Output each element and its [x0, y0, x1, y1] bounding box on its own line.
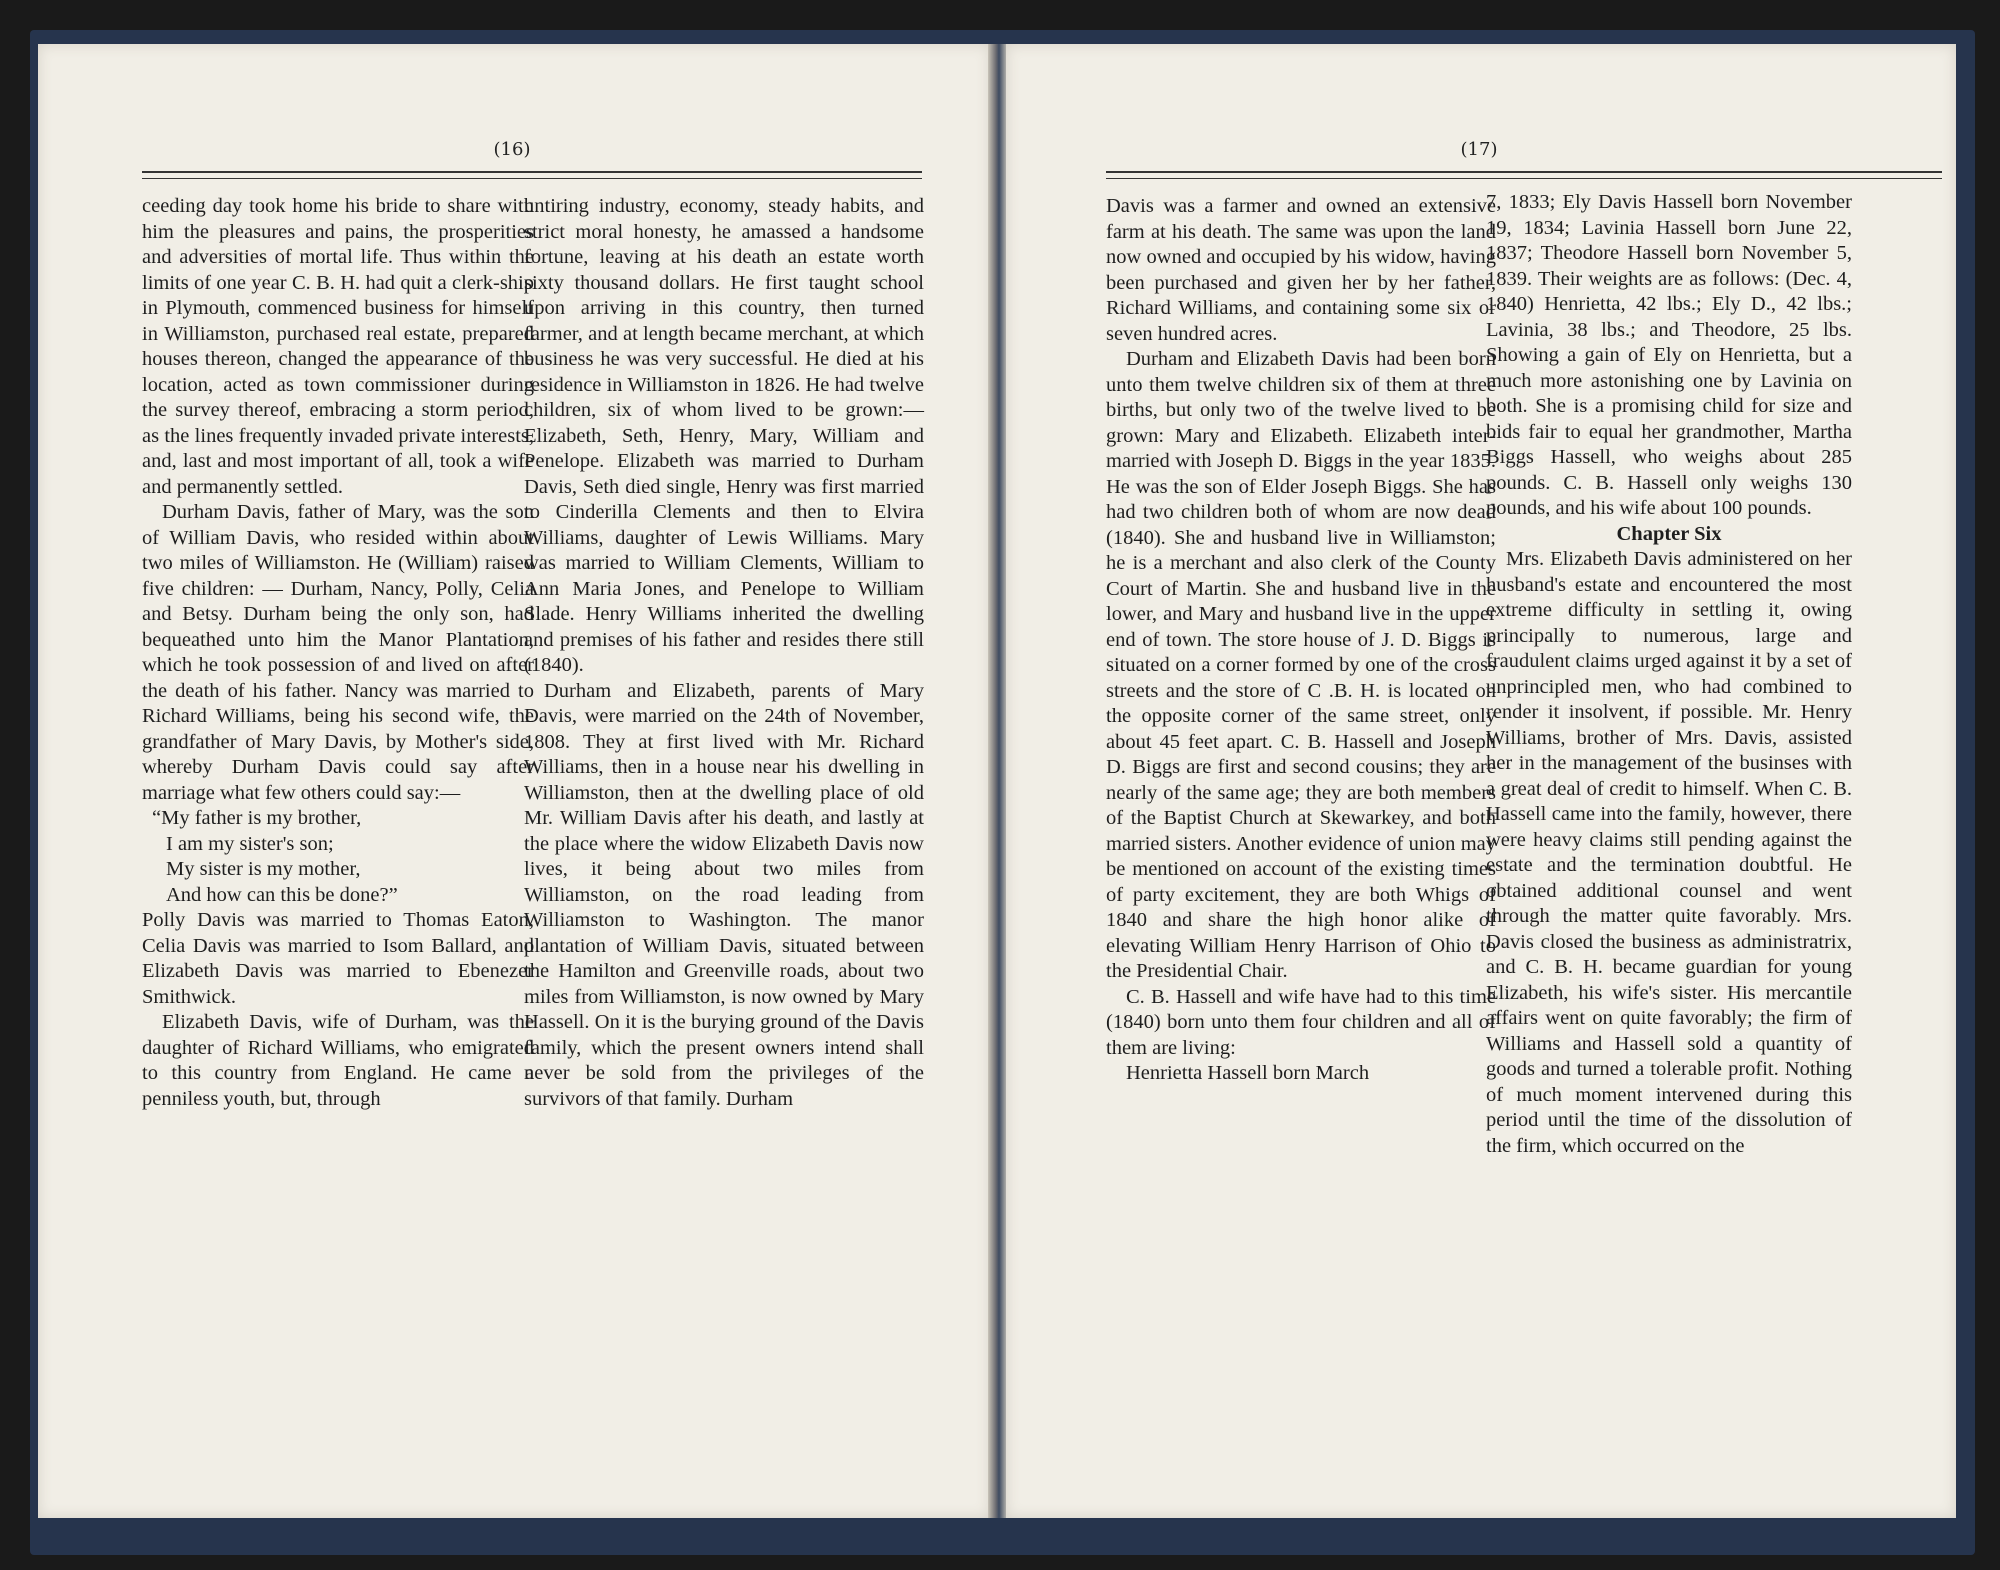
paragraph: Henrietta Hassell born March: [1126, 1062, 1370, 1084]
text-column-1: [1106, 194, 1496, 1087]
header-rule: [1106, 171, 1942, 179]
header-rule: [142, 171, 922, 179]
paragraph: C. B. Hassell and wife have had to this time (1840) born unto them four children and all of them are living:: [1106, 985, 1496, 1059]
paragraph: Durham and Elizabeth Davis had been born unto them twelve children six of them at three births, but only two of the twelve lived to be grown: Mary and Elizabeth. Elizabeth inter-married with Joseph D. Biggs in the year 1835. He was the son of Elder Joseph Biggs. She has had two children both of whom are now dead (1840). She and husband live in Williamston; he is a merchant and also clerk of the County Court of Martin. She and husband live in the lower, and Mary and husband live in the upper end of town. The store house of J. D. Biggs is situated on a corner formed by one of the cross streets and the store of C .B. H. is located on the opposite corner of the same street, only about 45 feet apart. C. B. Hassell and Joseph D. Biggs are first and second cousins; they are nearly of the same age; they are both members of the Baptist Church at Skewarkey, and both married sisters. Another evidence of union may be mentioned on account of the existing times of party excitement, they are both Whigs of 1840 and share the high honor alike of elevating William Henry Harrison of Ohio to the Presidential Chair.: [1106, 348, 1496, 982]
verse-line: And how can this be done?”: [166, 883, 398, 906]
verse-line: I am my sister's son;: [166, 832, 334, 855]
paragraph: Polly Davis was married to Thomas Eaton, Celia Davis was married to Isom Ballard, and Elizabeth Davis was married to Ebenezer Smithwick.: [142, 909, 534, 1008]
right-page: [1006, 44, 1956, 1518]
paragraph: Mrs. Elizabeth Davis administered on her husband's estate and encountered the most extreme difficulty in settling it, owing principally to numerous, large and fraudulent claims urged against it by a set of unprincipled men, who had combined to render it insolvent, if possible. Mr. Henry Williams, brother of Mrs. Davis, assisted her in the management of the businses with a great deal of credit to himself. When C. B. Hassell came into the family, however, there were heavy claims still pending against the estate and the termination doubtful. He obtained additional counsel and went through the matter quite favorably. Mrs. Davis closed the business as administratrix, and C. B. H. became guardian for young Elizabeth, his wife's sister. His mercantile affairs went on quite favorably; the firm of Williams and Hassell sold a quantity of goods and turned a tolerable profit. Nothing of much moment intervened during this period until the time of the dissolution of the firm, which occurred on the: [1486, 548, 1852, 1157]
paragraph: Elizabeth Davis, wife of Durham, was the daughter of Richard Williams, who emigrated to this country from England. He came a penniless youth, but, through: [142, 1011, 534, 1110]
page-number: (17): [1460, 139, 1498, 160]
paragraph: ceeding day took home his bride to share with him the pleasures and pains, the prosperities and adversities of mortal life. Thus within the limits of one year C. B. H. had quit a clerk-ship in Plymouth, commenced business for himself in Williamston, purchased real estate, prepared houses thereon, changed the appearance of the location, acted as town commissioner during the survey thereof, embracing a storm period, as the lines frequently invaded private interests, and, last and most important of all, took a wife and permanently settled.: [142, 195, 534, 498]
page-number: (16): [493, 139, 531, 160]
book-gutter: [988, 44, 1008, 1518]
paragraph: untiring industry, economy, steady habits, and strict moral honesty, he amassed a handsome fortune, leaving at his death an estate worth sixty thousand dollars. He first taught school upon arriving in this country, then turned farmer, and at length became merchant, at which business he was very successful. He died at his residence in Williamston in 1826. He had twelve children, six of whom lived to be grown:— Elizabeth, Seth, Henry, Mary, William and Penelope. Elizabeth was married to Durham Davis, Seth died single, Henry was first married to Cinderilla Clements and then to Elvira Williams, daughter of Lewis Williams. Mary was married to William Clements, William to Ann Maria Jones, and Penelope to William Slade. Henry Williams inherited the dwelling and premises of his father and resides there still (1840).: [524, 195, 924, 676]
text-column-2: [1486, 190, 1852, 1159]
paragraph: Durham Davis, father of Mary, was the son of William Davis, who resided within about two miles of Williamston. He (William) raised five children: — Durham, Nancy, Polly, Celia and Betsy. Durham being the only son, had bequeathed unto him the Manor Plantation, which he took possession of and lived on after the death of his father. Nancy was married to Richard Williams, being his second wife, the grandfather of Mary Davis, by Mother's side, whereby Durham Davis could say after marriage what few others could say:—: [142, 501, 534, 804]
verse-line: “My father is my brother,: [152, 807, 362, 829]
verse-line: My sister is my mother,: [166, 858, 361, 880]
chapter-heading: Chapter Six: [1616, 522, 1722, 545]
paragraph: Durham and Elizabeth, parents of Mary Davis, were married on the 24th of November, 1808. They at first lived with Mr. Richard Williams, then in a house near his dwelling in Williamston, then at the dwelling place of old Mr. William Davis after his death, and lastly at the place where the widow Elizabeth Davis now lives, it being about two miles from Williamston, on the road leading from Williamston to Washington. The manor plantation of William Davis, situated between the Hamilton and Greenville roads, about two miles from Williamston, is now owned by Mary Hassell. On it is the burying ground of the Davis family, which the present owners intend shall never be sold from the privileges of the survivors of that family. Durham: [524, 679, 924, 1110]
paragraph: Davis was a farmer and owned an extensive farm at his death. The same was upon the land now owned and occupied by his widow, having been purchased and given her by her father, Richard Williams, and containing some six or seven hundred acres.: [1106, 195, 1496, 345]
text-column-2: [524, 194, 924, 1112]
paragraph: 7, 1833; Ely Davis Hassell born November 19, 1834; Lavinia Hassell born June 22, 1837; Theodore Hassell born November 5, 1839. Their weights are as follows: (Dec. 4, 1840) Henrietta, 42 lbs.; Ely D., 42 lbs.; Lavinia, 38 lbs.; and Theodore, 25 lbs. Showing a gain of Ely on Henrietta, but a much more astonishing one by Lavinia on both. She is a promising child for size and bids fair to equal her grandmother, Martha Biggs Hassell, who weighs about 285 pounds. C. B. Hassell only weighs 130 pounds, and his wife about 100 pounds.: [1486, 191, 1852, 519]
text-column-1: [142, 194, 534, 1112]
left-page: [38, 44, 990, 1518]
